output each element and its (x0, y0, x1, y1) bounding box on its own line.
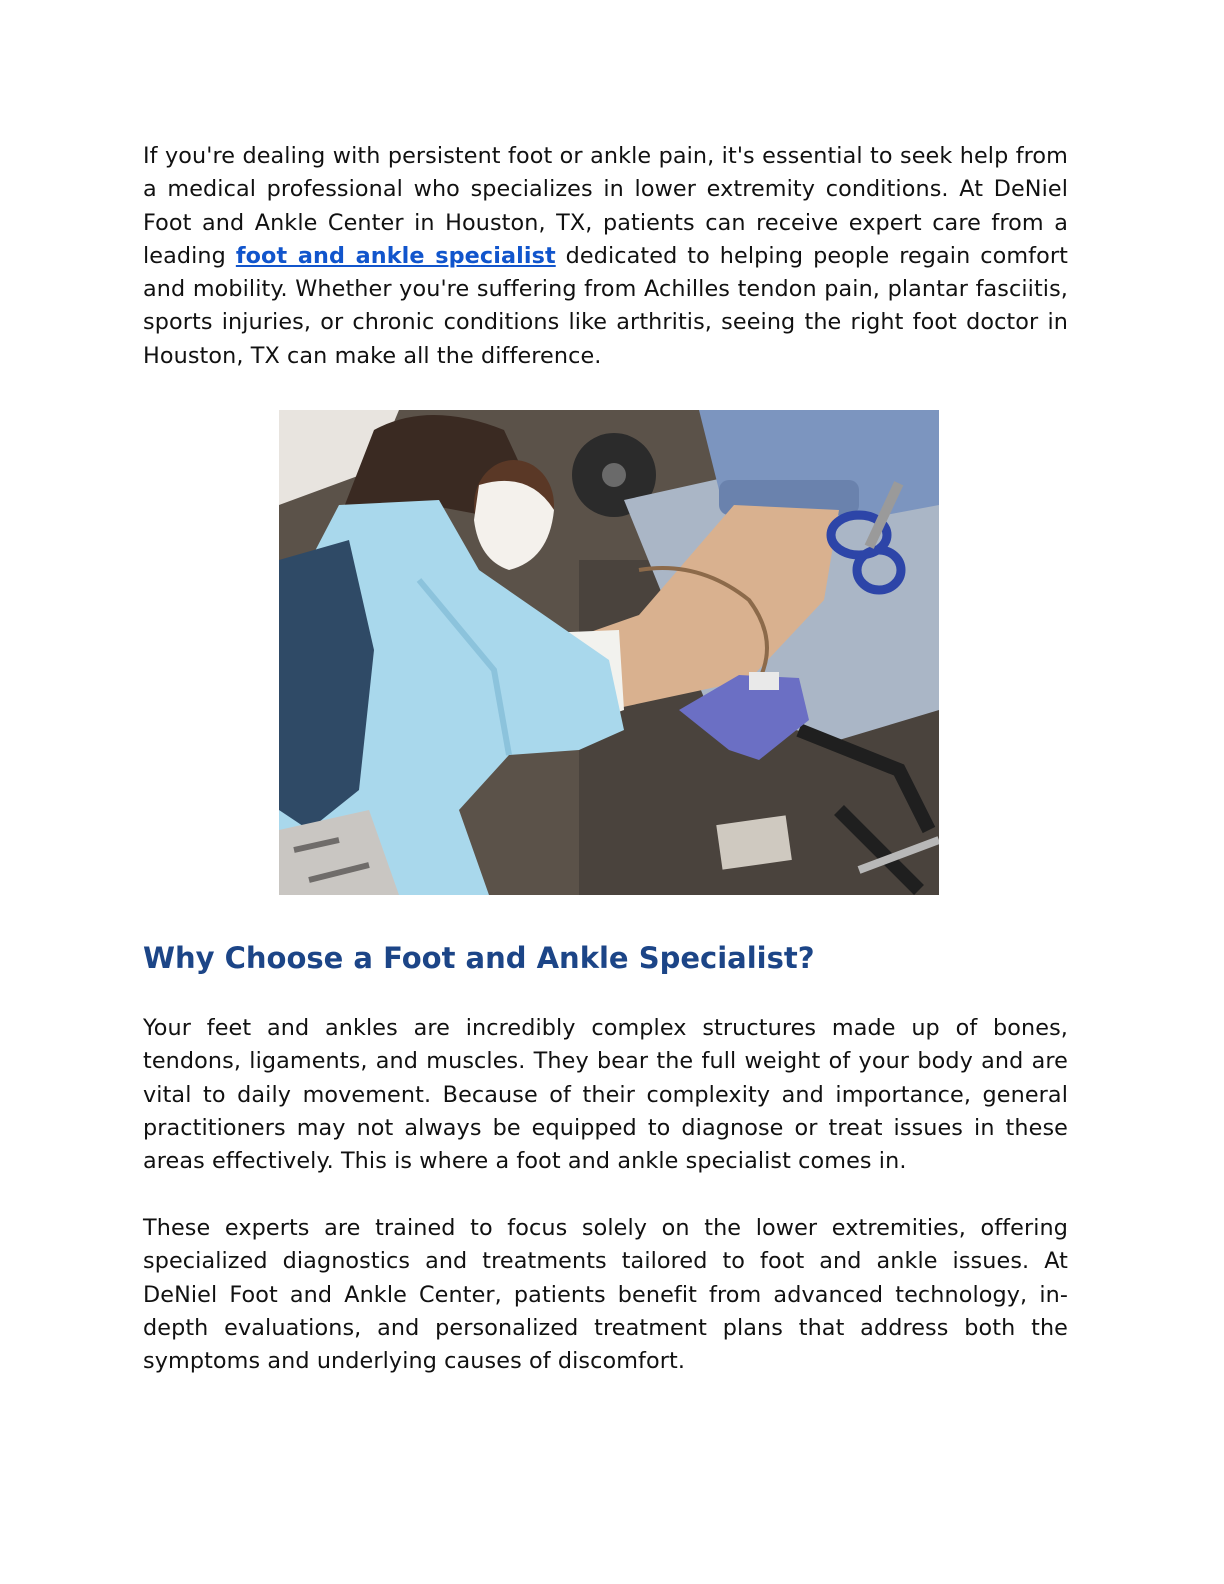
foot-ankle-specialist-link[interactable]: foot and ankle specialist (235, 242, 556, 269)
section-paragraph-1: Your feet and ankles are incredibly complex structures made up of bones, tendons, ligaments, and muscles. They bear the full weight of your body and are vital to daily movement. Because of their complexity and importance, general practitioners may not always be equipped to diagnose or treat issues in these areas effectively. This is where a foot and ankle specialist comes in. (143, 1015, 1068, 1175)
section-heading: Why Choose a Foot and Ankle Specialist? (143, 941, 815, 975)
intro-text-after-link: dedicated to helping people regain comfort and mobility. Whether you're suffering from Achilles tendon pain, plantar fasciitis, sports injuries, or chronic conditions like arthritis, seeing the right foot doctor in Houston, TX can make all the difference. (143, 242, 1068, 369)
section-paragraph-2: These experts are trained to focus solely on the lower extremities, offering specialized diagnostics and treatments tailored to foot and ankle issues. At DeNiel Foot and Ankle Center, patients benefit from advanced technology, in-depth evaluations, and personalized treatment plans that address both the symptoms and underlying causes of discomfort. (143, 1215, 1068, 1375)
intro-text-before-link: If you're dealing with persistent foot or ankle pain, it's essential to seek help from a medical professional who specializes in lower extremity conditions. At DeNiel Foot and Ankle Center in Houston, TX, patients can receive expert care from a leading (143, 143, 1068, 269)
treatment-photo (279, 410, 939, 895)
intro-paragraph (143, 140, 1068, 373)
